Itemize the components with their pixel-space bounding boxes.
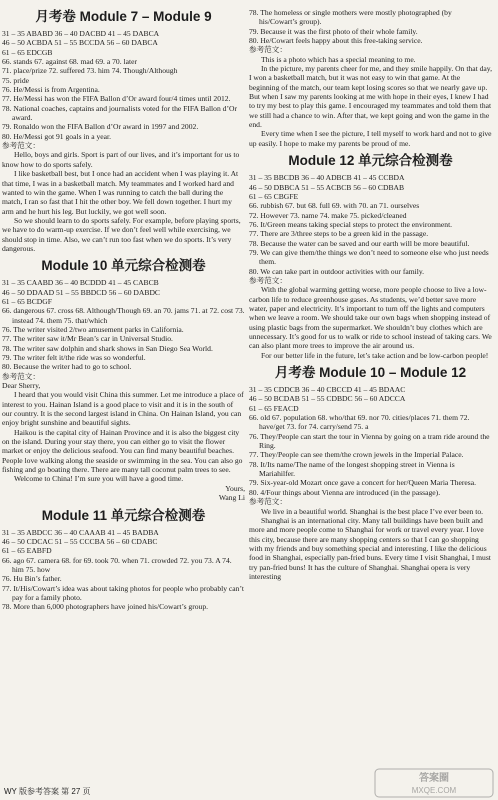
answer-line: 78. The writer saw dolphin and shark shows in San Diego Sea World. [2,343,213,353]
answer-line: 参考范文： [2,371,40,381]
answer-line: 79. The writer felt it/the ride was so wonderful. [2,353,146,362]
essay-paragraph: For our better life in the future, let’s take action and be low-carbon people! [261,350,489,360]
answer-line: 80. We can take part in outdoor activities with our family. [249,266,425,276]
answer-line: 80. He/Messi got 91 goals in a year. [2,131,112,141]
answer-line: Dear Sherry, [2,381,41,391]
answer-line: 66. ago 67. camera 68. for 69. took 70. when 71. crowded 72. you 73. A 74. him 75. how [2,555,232,574]
page-footer: WY 版参考答案 第 27 页 [4,787,91,796]
section-heading: 月考卷 Module 7 – Module 9 [35,9,212,24]
section-heading: Module 12 单元综合检测卷 [288,153,453,169]
answer-line: 78. Because the water can be saved and our earth will be more beautiful. [249,238,470,248]
answer-line: 80. He/Cowart feels happy about this free-taking service. [249,36,423,46]
essay-paragraph: We live in a beautiful world. Shanghai is the best place I’ve ever been to. [261,506,484,516]
answer-line: 31 – 35 CAABD 36 – 40 BCDDD 41 – 45 CABCB [2,278,159,288]
answer-line: 79. Ronaldo won the FIFA Ballon d’Or award in 1997 and 2002. [2,122,199,132]
left-column [2,8,245,782]
essay-paragraph: I heard that you would visit China this summer. Let me introduce a place of interest to you. Hainan Island is a good place to visit and it is in the south of our country. It is the second largest island in China. On Hainan Island, you can enjoy bright sunshine and beautiful sights. [2,390,244,428]
answer-line: 77. They/People can see them/the crown jewels in the Imperial Palace. [249,450,464,460]
svg-text:答案圈: 答案圈 [419,773,449,784]
answer-line: 79. We can give them/the things we don’t need to someone else who just needs them. [249,247,489,267]
answer-line: 77. It/His/Cowart’s idea was about taking photos for people who probably can’t pay for a family photo. [2,583,244,602]
answer-line: 80. 4/Four things about Vienna are introduced (in the passage). [249,487,441,497]
answer-line: 46 – 50 CDCAC 51 – 55 CCCBA 56 – 60 CDABC [2,536,158,546]
answer-line: 78. The homeless or single mothers were mostly photographed (by his/Cowart’s group). [249,8,452,27]
answer-line: 78. National coaches, captains and journalists voted for the FIFA Ballon d’Or award. [2,103,238,123]
answer-line: 77. There are 3/three steps to be a green kid in the passage. [249,229,429,239]
watermark-logo [374,768,494,798]
svg-text:MXQE.COM: MXQE.COM [411,786,457,795]
answer-line: 76. He/Messi is from Argentina. [2,85,100,95]
answer-line: 78. More than 6,000 photographers have joined his/Cowart’s group. [2,602,209,612]
answer-line: 77. He/Messi has won the FIFA Ballon d’Or award four/4 times until 2012. [2,94,231,104]
answer-line: 66. old 67. population 68. who/that 69. nor 70. cities/places 71. them 72. have/get 73. for 74. carry/send 75. a [249,413,470,432]
answer-line: 46 – 50 DBBCA 51 – 55 ACBCB 56 – 60 CDBAB [249,182,405,192]
answer-line: 76. The writer visited 2/two amusement parks in California. [2,324,184,334]
answer-line: 31 – 35 ABABD 36 – 40 DACBD 41 – 45 DABCA [2,29,160,38]
answer-line: 80. Because the writer had to go to school. [2,362,132,372]
section-heading: Module 11 单元综合检测卷 [41,507,206,523]
answer-line: 46 – 50 BCDAB 51 – 55 CDBDC 56 – 60 ADCCA [249,394,406,404]
essay-paragraph: Hello, boys and girls. Sport is part of our lives, and it’s important for us to know how to do sports safely. [2,150,240,169]
answer-line: 71. place/prize 72. suffered 73. him 74. Though/Although [2,66,178,76]
answer-line: 46 – 50 ACBDA 51 – 55 BCCDA 56 – 60 DABCA [2,38,158,48]
answer-line: 72. However 73. name 74. make 75. picked/cleaned [249,210,407,220]
essay-paragraph: Welcome to China! I’m sure you will have a good time. [14,474,184,484]
essay-paragraph: Every time when I see the picture, I tell myself to work hard and not to give up easily. I hope to make my parents be proud of me. [249,129,492,148]
answer-line: 61 – 65 CBGFE [249,191,299,201]
answer-line: 79. Six-year-old Mozart once gave a concert for her/Queen Maria Theresa. [249,478,476,488]
essay-paragraph: Shanghai is an international city. Many tall buildings have been built and more and more people come to Shanghai for work or travel every year. I love this city, because there are many shopping centers so that I can go shopping with my friends and buy something special and interesting. I like the delicious food in Shanghai, especially pan-fried buns. Every time I visit Shanghai, I must try pan-fried buns! It has the culture of Shanghai. Shanghai opera is very interesting [249,515,491,581]
answer-line: 76. Hu Bin’s father. [2,574,62,584]
signature-line: Yours, [225,483,245,493]
right-column [249,8,492,782]
answer-line: 61 – 65 BCDGF [2,296,53,306]
answer-line: 66. dangerous 67. cross 68. Although/Though 69. an 70. jams 71. at 72. cost 73. instead 74. them 75. that/which [2,306,245,325]
signature-line: Wang Li [218,493,245,503]
essay-paragraph: With the global warming getting worse, more people choose to live a low-carbon life to reduce greenhouse gases. As students, we’d better save more water, paper and electricity. It’s important to turn off the lights and computers when we leave a room. We should take our own bags when shopping instead of using plastic bags from the supermarket. We shouldn’t buy clothes which are unnecessary. It’s good for us to walk or ride to school instead of taking cars. We can also plant more trees to improve the air around us. [249,285,492,351]
answer-line: 77. The writer saw it/Mr Bean’s car in Universal Studio. [2,334,173,344]
answer-line: 76. They/People can start the tour in Vienna by going on a tram ride around the Ring. [249,431,490,451]
essay-paragraph: In the picture, my parents cheer for me, and they smile happily. On that day, I won a basketball match, but it was not easy to win that game. At the beginning of the match, our team kept losing scores so that we nearly gave up. But when I saw my parents looking at me with hope in their eyes, I knew I had to try my best to play this game. I encouraged my teammates and told them that we still had a chance to win. After that, we kept going and won the game in the end. [249,64,492,130]
answer-line: 66. stands 67. against 68. mad 69. a 70. later [2,57,137,67]
answer-line: 31 – 35 BBCDB 36 – 40 ADBCB 41 – 45 CCBDA [249,173,405,183]
answer-line: 78. It/Its name/The name of the longest shopping street in Vienna is Mariahilfer. [249,459,455,479]
answer-line: 61 – 65 FEACD [249,403,299,413]
essay-paragraph: So we should learn to do sports safely. For example, before playing sports, we have to do warm-up exercise. If we don’t feel well while exercising, we should stop in time. Also, we can’t run too fast when we do sports. It’s very dangerous. [2,215,241,253]
essay-paragraph: Haikou is the capital city of Hainan Province and it is also the biggest city on the island. During your stay there, you can either go to visit the flower market or enjoy the delicious seafood. You can find many beautiful beaches. People love walking along the seaside or swimming in the sea. You can also go fishing and go boating there. There are many tall coconut palm trees to see. [2,427,243,475]
answer-line: 参考范文： [249,275,287,285]
answer-line: 参考范文： [249,497,287,507]
answer-line: 参考范文： [2,141,40,151]
section-heading: Module 10 单元综合检测卷 [41,258,206,274]
answer-line: 31 – 35 CDDCB 36 – 40 CBCCD 41 – 45 BDAAC [249,385,406,395]
answer-line: 61 – 65 EDCGB [2,47,53,57]
answer-line: 79. Because it was the first photo of their whole family. [249,26,418,36]
essay-paragraph: This is a photo which has a special meaning to me. [261,54,416,64]
essay-paragraph: I like basketball best, but I once had an accident when I was playing it. At that time, I was in a basketball match. My teammates and I worked hard and wanted to win the game. When I was running to catch the ball during the match, I ran so fast that I hit the other boy. We fell down together. I hurt my arm and he hurt his leg. But luckily, we got well soon. [2,169,239,216]
answer-line: 61 – 65 EABFD [2,546,52,556]
answer-line: 46 – 50 DDAAD 51 – 55 BBDCD 56 – 60 DABDC [2,287,161,297]
section-heading: 月考卷 Module 10 – Module 12 [274,365,467,381]
answer-line: 31 – 35 ABDCC 36 – 40 CAAAB 41 – 45 BADBA [2,527,159,537]
answer-line: 66. rubbish 67. but 68. full 69. with 70. an 71. ourselves [249,201,420,211]
answer-line: 参考范文： [249,45,287,55]
answer-line: 75. pride [2,75,29,85]
answer-line: 76. It/Green means taking special steps to protect the environment. [249,219,453,229]
